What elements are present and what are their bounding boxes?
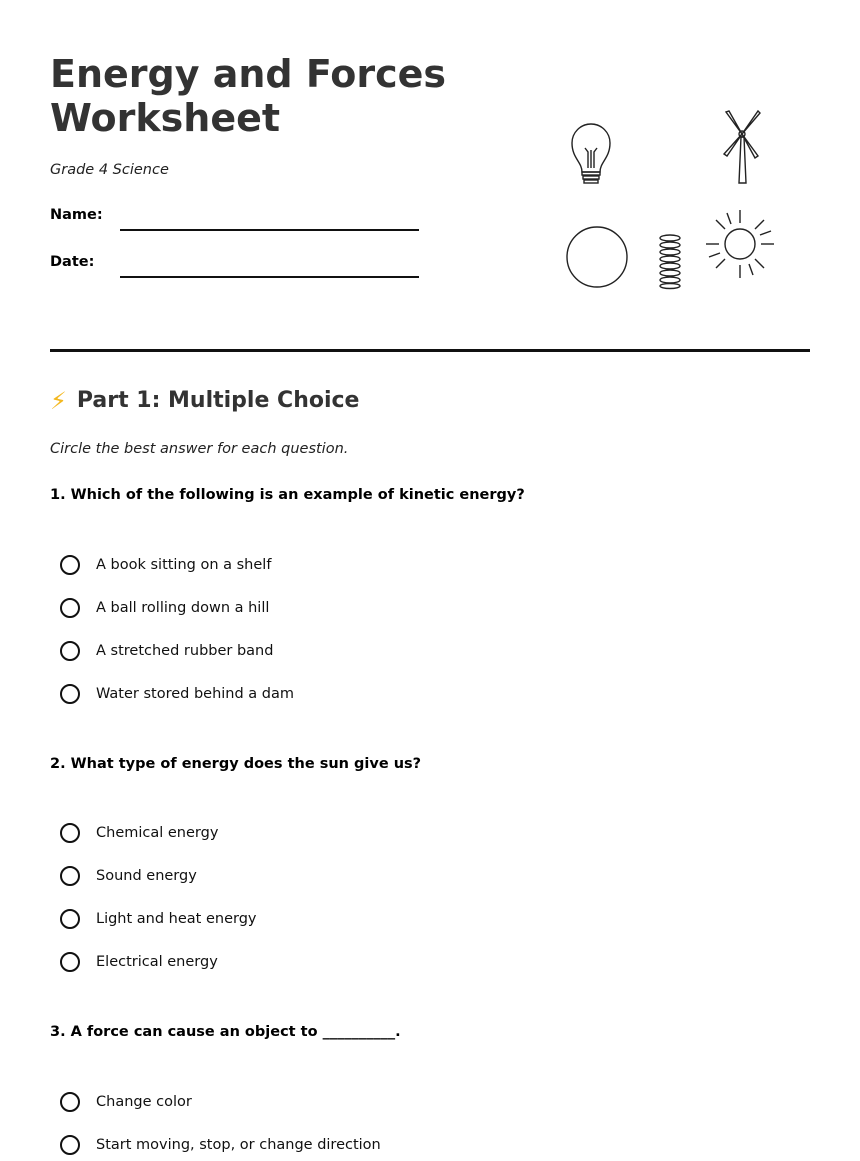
- part1-instructions: Circle the best answer for each question.: [50, 441, 349, 457]
- spring-icon: [660, 235, 680, 289]
- question-2: 2. What type of energy does the sun give us?: [50, 756, 422, 772]
- answer-option[interactable]: [60, 596, 269, 620]
- answer-option[interactable]: [60, 639, 273, 663]
- date-line[interactable]: [120, 276, 419, 278]
- option-text: A stretched rubber band: [96, 643, 274, 659]
- option-text: Start moving, stop, or change direction: [96, 1137, 381, 1153]
- answer-option[interactable]: [60, 1133, 381, 1157]
- worksheet-title: Energy and Forces Worksheet: [50, 52, 447, 140]
- part1-heading: [50, 388, 359, 413]
- answer-option[interactable]: [60, 1090, 192, 1114]
- part1-title: Part 1: Multiple Choice: [76, 388, 360, 413]
- windmill-icon: [724, 111, 760, 183]
- answer-circle[interactable]: [60, 684, 80, 704]
- science-illustrations: [555, 100, 795, 300]
- option-text: Water stored behind a dam: [96, 686, 295, 702]
- question-3: 3. A force can cause an object to __________.: [50, 1024, 401, 1040]
- option-text: Light and heat energy: [96, 911, 257, 927]
- ball-icon: [567, 227, 627, 287]
- option-text: Chemical energy: [96, 825, 219, 841]
- answer-circle[interactable]: [60, 641, 80, 661]
- answer-option[interactable]: [60, 553, 271, 577]
- answer-option[interactable]: [60, 950, 218, 974]
- answer-option[interactable]: [60, 821, 218, 845]
- header-divider: [50, 349, 810, 352]
- lightbulb-icon: [572, 124, 610, 183]
- option-text: Sound energy: [96, 868, 197, 884]
- answer-circle[interactable]: [60, 1135, 80, 1155]
- option-text: Electrical energy: [96, 954, 218, 970]
- answer-circle[interactable]: [60, 598, 80, 618]
- sun-icon: [706, 210, 774, 278]
- answer-circle[interactable]: [60, 866, 80, 886]
- answer-circle[interactable]: [60, 909, 80, 929]
- lightning-icon: ⚡: [50, 386, 67, 415]
- option-text: Change color: [96, 1094, 192, 1110]
- answer-option[interactable]: [60, 864, 197, 888]
- grade-subtitle: Grade 4 Science: [50, 162, 169, 178]
- answer-circle[interactable]: [60, 1092, 80, 1112]
- question-1: 1. Which of the following is an example of kinetic energy?: [50, 487, 525, 503]
- option-text: A book sitting on a shelf: [96, 557, 272, 573]
- answer-circle[interactable]: [60, 555, 80, 575]
- answer-circle[interactable]: [60, 952, 80, 972]
- name-label: Name:: [50, 207, 103, 223]
- option-text: A ball rolling down a hill: [96, 600, 270, 616]
- answer-option[interactable]: [60, 907, 257, 931]
- name-line[interactable]: [120, 229, 419, 231]
- date-label: Date:: [50, 254, 95, 270]
- answer-circle[interactable]: [60, 823, 80, 843]
- answer-option[interactable]: [60, 682, 294, 706]
